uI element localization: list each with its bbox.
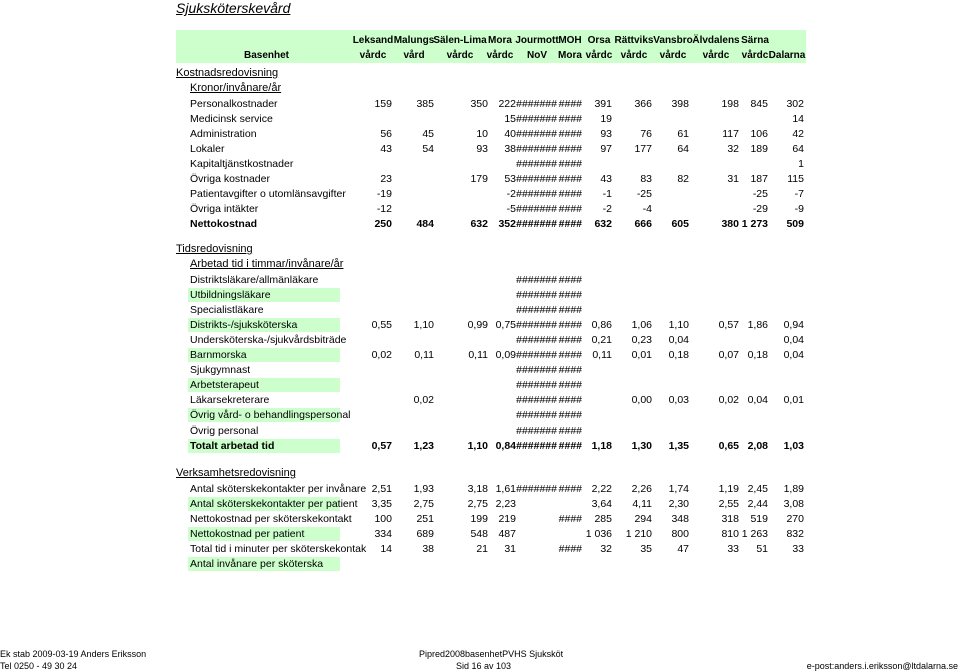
table-cell: 38	[422, 543, 434, 556]
table-cell: 15	[504, 113, 516, 126]
table-cell: 0,55	[371, 319, 392, 332]
table-cell: ####	[558, 188, 582, 201]
table-cell: 0,07	[718, 349, 739, 362]
table-cell: -2	[506, 188, 516, 201]
row-label: Totalt arbetad tid	[188, 439, 340, 453]
table-cell: 198	[721, 98, 739, 110]
table-cell: #######	[516, 394, 557, 407]
row-label: Övrig vård- o behandlingspersonal	[190, 409, 351, 422]
table-cell: 53	[504, 173, 516, 186]
table-cell: -5	[506, 203, 516, 216]
table-cell: 222	[498, 98, 516, 110]
table-cell: 40	[504, 128, 516, 141]
table-cell: ####	[558, 409, 582, 422]
table-cell: 106	[750, 128, 768, 141]
table-cell: 1 273	[741, 218, 768, 231]
table-cell: ####	[558, 513, 582, 526]
table-cell: #######	[516, 409, 557, 422]
table-cell: 14	[380, 543, 392, 556]
section-title: Verksamhetsredovisning	[176, 467, 296, 479]
table-cell: 1,10	[668, 319, 689, 332]
column-header-l2: vårdc	[446, 50, 474, 61]
row-label: Antal invånare per sköterska	[188, 557, 340, 571]
table-cell: 100	[374, 513, 392, 526]
table-cell	[744, 288, 804, 302]
row-label: Specialistläkare	[190, 304, 264, 317]
table-cell: -2	[602, 203, 612, 216]
table-cell: 0,57	[718, 319, 739, 332]
table-cell: 845	[750, 98, 768, 110]
table-cell: -29	[752, 203, 768, 216]
table-cell: 2,51	[371, 483, 392, 495]
table-cell: 689	[416, 528, 434, 541]
table-cell: ####	[558, 289, 582, 302]
table-cell: -12	[376, 203, 392, 216]
table-cell: 2,26	[631, 483, 652, 495]
page-title: Sjuksköterskevård	[176, 0, 291, 16]
table-cell: 0,02	[413, 394, 434, 407]
table-cell	[374, 408, 434, 422]
table-cell: #######	[516, 364, 557, 377]
table-cell: 318	[721, 513, 739, 526]
table-cell: 43	[380, 143, 392, 156]
table-cell: 3,08	[783, 498, 804, 511]
table-cell: 0,18	[668, 349, 689, 362]
row-label: Distrikts-/sjuksköterska	[188, 318, 340, 332]
table-cell: 1,61	[495, 483, 516, 495]
table-cell: 0,11	[592, 349, 612, 362]
table-cell: 0,99	[467, 319, 488, 332]
table-cell: #######	[516, 289, 557, 302]
row-label: Total tid i minuter per sköterskekontak	[190, 543, 367, 556]
table-cell: 250	[374, 218, 392, 231]
table-cell: 0,86	[591, 319, 612, 332]
table-cell: #######	[516, 143, 557, 156]
column-header-l1: Jourmott	[515, 35, 559, 46]
table-cell: -19	[376, 188, 392, 201]
table-cell: 385	[416, 98, 434, 110]
table-cell: 0,65	[718, 439, 739, 452]
table-cell: ####	[558, 334, 582, 347]
column-header-l1: MOH	[558, 35, 582, 46]
table-cell: ####	[558, 203, 582, 216]
table-cell: 51	[756, 543, 768, 556]
table-cell: 33	[792, 543, 804, 556]
table-cell: 1,86	[747, 319, 768, 332]
table-cell: 0,02	[371, 349, 392, 362]
table-cell: ####	[558, 143, 582, 156]
table-cell: 2,22	[591, 483, 612, 495]
table-cell: 632	[594, 218, 612, 231]
table-cell: 0,04	[783, 334, 804, 347]
table-cell: -25	[752, 188, 768, 201]
table-cell: 189	[750, 143, 768, 156]
table-cell: #######	[516, 319, 557, 332]
table-cell: 2,44	[747, 498, 768, 511]
table-cell	[374, 303, 434, 317]
table-cell	[374, 172, 434, 186]
table-cell: 1,23	[413, 439, 434, 452]
table-cell: 47	[677, 543, 689, 556]
table-cell: 19	[600, 113, 612, 126]
table-cell: ####	[558, 379, 582, 392]
table-cell: 82	[677, 173, 689, 186]
table-cell	[744, 424, 804, 438]
table-cell: 93	[476, 143, 488, 156]
table-cell: 177	[634, 143, 652, 156]
column-header-l2: vårdc	[585, 50, 613, 61]
table-cell: 0,23	[631, 334, 652, 347]
table-cell	[374, 187, 434, 201]
column-header-l1: Leksand	[352, 35, 394, 46]
row-label: Antal sköterskekontakter per invånare	[190, 483, 367, 495]
table-cell: 0,09	[495, 349, 516, 362]
table-cell: 2,75	[413, 498, 434, 511]
table-cell: 199	[470, 513, 488, 526]
table-cell: 2,08	[747, 439, 768, 452]
section-title: Tidsredovisning	[176, 243, 253, 255]
row-label: Medicinsk service	[190, 113, 273, 126]
table-cell: 548	[470, 528, 488, 541]
row-label: Distriktsläkare/allmänläkare	[190, 274, 319, 286]
table-cell: 61	[677, 128, 689, 141]
table-cell	[744, 557, 804, 571]
table-cell: 1,93	[413, 483, 434, 495]
table-cell: #######	[516, 218, 557, 231]
table-cell: -25	[636, 188, 652, 201]
section-title: Kostnadsredovisning	[176, 67, 279, 79]
table-cell: #######	[516, 188, 557, 201]
table-cell	[374, 273, 434, 287]
table-cell: 1 263	[741, 528, 768, 541]
table-cell: 0,00	[631, 394, 652, 407]
row-label: Barnmorska	[188, 348, 340, 362]
column-header-l2: vårdc	[659, 50, 687, 61]
table-cell: 2,55	[718, 498, 739, 511]
table-cell: #######	[516, 128, 557, 141]
table-cell: -7	[794, 188, 804, 201]
table-cell: 2,75	[467, 498, 488, 511]
row-label: Övriga kostnader	[190, 173, 270, 186]
table-cell: 1,89	[783, 483, 804, 495]
column-header-l1: Malungs	[393, 35, 435, 46]
table-cell: 21	[476, 543, 488, 556]
table-cell: 832	[786, 528, 804, 541]
table-cell: 0,01	[783, 394, 804, 407]
row-label: Patientavgifter o utomlänsavgifter	[190, 188, 346, 201]
table-cell: ####	[558, 364, 582, 377]
table-cell: 0,11	[468, 349, 488, 362]
table-cell: 0,94	[783, 319, 804, 332]
table-cell: 0,21	[591, 334, 612, 347]
table-cell: 334	[374, 528, 392, 541]
footer-phone: Tel 0250 - 49 30 24	[0, 661, 78, 671]
column-header-l1: Älvdalens	[692, 35, 740, 46]
table-cell: -1	[602, 188, 612, 201]
table-cell: 251	[416, 513, 434, 526]
table-cell: 56	[380, 128, 392, 141]
table-cell: #######	[516, 113, 557, 126]
table-cell: 380	[721, 218, 739, 231]
table-cell: 666	[634, 218, 652, 231]
table-cell: 0,57	[371, 439, 392, 452]
table-cell: 14	[792, 113, 804, 126]
table-cell: 487	[498, 528, 516, 541]
table-cell: 484	[416, 218, 434, 231]
column-header-l2: Dalarna	[768, 50, 806, 61]
table-cell: 0,18	[747, 349, 768, 362]
row-label: Personalkostnader	[190, 98, 278, 110]
table-cell: 1,30	[631, 439, 652, 452]
column-header-band	[176, 30, 806, 63]
row-label: Läkarsekreterare	[190, 394, 270, 407]
column-header-l1: Rättviks	[614, 35, 654, 46]
column-header-l1: Vansbro	[653, 35, 693, 46]
table-cell	[374, 288, 434, 302]
column-header-l2: vård	[403, 50, 425, 61]
table-cell: ####	[558, 173, 582, 186]
header-basenhet: Basenhet	[244, 50, 290, 61]
section-subtitle: Kronor/invånare/år	[190, 82, 282, 94]
table-cell	[374, 424, 434, 438]
table-cell	[744, 408, 804, 422]
table-cell: 1,18	[591, 439, 612, 452]
table-cell: 800	[671, 528, 689, 541]
table-cell: 64	[677, 143, 689, 156]
row-label: Övrig personal	[190, 424, 259, 437]
table-cell	[744, 273, 804, 287]
table-cell: 117	[722, 128, 739, 141]
table-cell: 1	[798, 158, 804, 171]
table-cell: 605	[671, 218, 689, 231]
table-cell: 0,03	[668, 394, 689, 407]
table-cell: #######	[516, 334, 557, 347]
table-cell: 31	[504, 543, 516, 556]
table-cell: ####	[558, 439, 582, 452]
column-header-l2: vårdc	[741, 50, 769, 61]
table-cell: #######	[516, 439, 557, 452]
table-cell	[374, 557, 434, 571]
table-cell: ####	[558, 98, 582, 110]
table-cell: 2,23	[495, 498, 516, 511]
table-cell: 33	[727, 543, 739, 556]
table-cell: #######	[516, 274, 557, 286]
table-cell: 1,19	[718, 483, 739, 495]
table-cell: ####	[558, 274, 582, 286]
table-cell: 1,35	[668, 439, 689, 452]
footer-filename: Pipred2008basenhetPVHS Sjuksköt	[419, 649, 564, 659]
table-cell: 0,02	[718, 394, 739, 407]
table-cell: 632	[470, 218, 488, 231]
table-cell: -4	[642, 203, 652, 216]
table-cell	[744, 303, 804, 317]
table-cell: 179	[470, 173, 488, 186]
table-cell: 1,10	[413, 319, 434, 332]
table-cell: 1 036	[585, 528, 612, 541]
row-label: Nettokostnad per sköterskekontakt	[190, 513, 352, 526]
table-cell: 0,01	[631, 349, 652, 362]
table-cell: 93	[600, 128, 612, 141]
footer-author: Ek stab 2009-03-19 Anders Eriksson	[0, 649, 147, 659]
table-cell: 285	[594, 513, 612, 526]
table-cell: ####	[558, 543, 582, 556]
table-cell: 3,18	[467, 483, 488, 495]
table-cell: #######	[516, 483, 557, 495]
table-cell: 23	[380, 173, 392, 186]
table-cell: 3,64	[591, 498, 612, 511]
table-cell: 350	[470, 98, 488, 110]
table-cell: 294	[634, 513, 652, 526]
table-cell: 45	[422, 128, 434, 141]
table-cell: ####	[558, 483, 582, 495]
table-cell: #######	[516, 173, 557, 186]
table-cell: 10	[476, 128, 488, 141]
table-cell: 83	[640, 173, 652, 186]
table-cell	[374, 112, 434, 126]
table-cell: #######	[516, 203, 557, 216]
row-label: Övriga intäkter	[190, 203, 259, 216]
row-label: Undersköterska-/sjukvårdsbiträde	[190, 334, 347, 347]
table-cell: 38	[504, 143, 516, 156]
table-cell: 32	[727, 143, 739, 156]
table-cell: 159	[374, 98, 392, 110]
table-cell: 76	[640, 128, 652, 141]
table-cell: 0,04	[668, 334, 689, 347]
table-cell: #######	[516, 158, 557, 171]
column-header-l2: vårdc	[620, 50, 648, 61]
table-cell: #######	[516, 349, 557, 362]
table-cell: 509	[786, 218, 804, 231]
table-cell: 219	[498, 513, 516, 526]
row-label: Utbildningsläkare	[188, 288, 340, 302]
table-cell: 0,04	[747, 394, 768, 407]
column-header-l2: vårdc	[359, 50, 387, 61]
table-cell: 366	[634, 98, 652, 110]
table-cell	[374, 333, 434, 347]
row-label: Arbetsterapeut	[188, 378, 340, 392]
table-cell: 1 210	[625, 528, 652, 541]
table-cell: 187	[750, 173, 768, 186]
table-cell: 3,35	[371, 498, 392, 511]
table-cell	[374, 363, 434, 377]
column-header-l2: Mora	[558, 50, 582, 61]
table-cell: 97	[600, 143, 612, 156]
table-cell: 35	[640, 543, 652, 556]
table-cell: #######	[516, 424, 557, 437]
row-label: Administration	[190, 128, 257, 141]
table-cell: 0,84	[495, 439, 516, 452]
table-cell: 1,06	[631, 319, 652, 332]
row-label: Sjukgymnast	[190, 364, 251, 377]
column-header-l2: vårdc	[702, 50, 730, 61]
table-cell: 115	[787, 173, 804, 186]
table-cell: 1,10	[467, 439, 488, 452]
table-cell	[374, 157, 434, 171]
footer-page: Sid 16 av 103	[456, 661, 512, 671]
table-cell	[374, 202, 434, 216]
column-header-l1: Särna	[741, 35, 769, 46]
table-cell: ####	[558, 113, 582, 126]
table-cell: 0,75	[495, 319, 516, 332]
table-cell: ####	[558, 394, 582, 407]
table-cell: 519	[750, 513, 768, 526]
table-cell: 43	[600, 173, 612, 186]
row-label: Antal sköterskekontakter per patient	[190, 498, 358, 511]
table-cell: 348	[671, 513, 689, 526]
table-cell	[744, 378, 804, 392]
section-subtitle: Arbetad tid i timmar/invånare/år	[190, 258, 344, 270]
table-cell: 2,30	[668, 498, 689, 511]
table-cell: 2,45	[747, 483, 768, 495]
column-header-l2: NoV	[527, 50, 547, 61]
row-label: Nettokostnad	[190, 218, 258, 231]
table-cell: #######	[516, 379, 557, 392]
table-cell: 302	[786, 98, 804, 110]
table-cell: ####	[558, 158, 582, 171]
table-cell: ####	[558, 349, 582, 362]
column-header-l1: Orsa	[587, 35, 611, 46]
table-cell: ####	[558, 218, 582, 231]
table-cell: 4,11	[632, 498, 652, 511]
table-cell: ####	[558, 304, 582, 317]
table-cell: 398	[671, 98, 689, 110]
table-cell	[374, 378, 434, 392]
column-header-l2: vårdc	[486, 50, 514, 61]
table-cell: 54	[422, 143, 434, 156]
table-cell	[744, 363, 804, 377]
footer-email: e-post:anders.i.eriksson@ltdalarna.se	[806, 661, 958, 671]
table-cell: 0,04	[783, 349, 804, 362]
table-cell: #######	[516, 304, 557, 317]
column-header-l1: Sälen-Lima	[433, 35, 487, 46]
table-cell: 352	[498, 218, 516, 231]
table-cell: 270	[786, 513, 804, 526]
table-cell: ####	[558, 319, 582, 332]
table-cell: 32	[600, 543, 612, 556]
table-cell: ####	[558, 424, 582, 437]
row-label: Lokaler	[190, 143, 225, 156]
row-label: Kapitaltjänstkostnader	[190, 158, 294, 171]
table-cell: #######	[516, 98, 557, 110]
row-label: Nettokostnad per patient	[188, 527, 340, 541]
table-cell: 42	[792, 128, 804, 141]
table-cell: 31	[727, 173, 739, 186]
table-cell: 1,74	[668, 483, 689, 495]
table-cell: 810	[721, 528, 739, 541]
table-cell: 64	[792, 143, 804, 156]
table-cell: 391	[594, 98, 612, 110]
table-cell: ####	[558, 128, 582, 141]
table-cell: 1,03	[783, 439, 804, 452]
table-cell: 0,11	[414, 349, 434, 362]
table-cell: -9	[794, 203, 804, 216]
column-header-l1: Mora	[488, 35, 512, 46]
